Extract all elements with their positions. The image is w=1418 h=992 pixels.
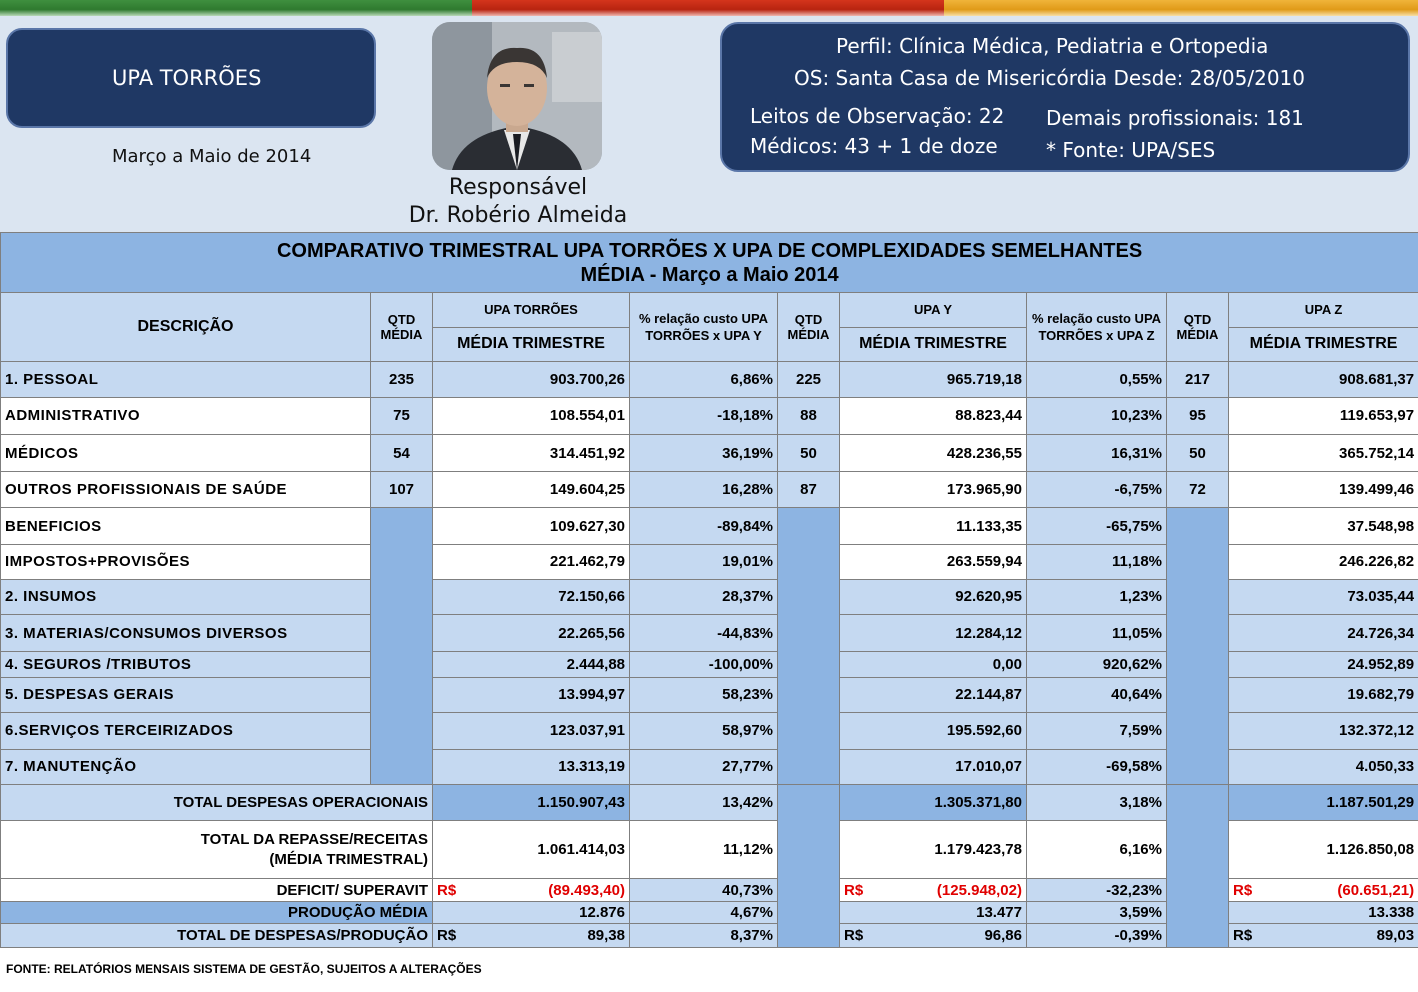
stripe-red: [472, 0, 944, 16]
unit-title: UPA TORRÕES: [112, 66, 262, 90]
table-row: 7. MANUTENÇÃO 13.313,19 27,77% 17.010,07 -69,58% 4.050,33: [1, 749, 1418, 784]
qtd-empty-z: [1167, 508, 1229, 784]
table-row: ADMINISTRATIVO 75 108.554,01 -18,18% 88 88.823,44 10,23% 95 119.653,97: [1, 397, 1418, 434]
unit-title-box: [6, 28, 376, 128]
info-box: [720, 22, 1410, 172]
desp-prod-row: TOTAL DE DESPESAS/PRODUÇÃO R$ 89,38 8,37% R$ 96,86 -0,39% R$ 89,03: [1, 923, 1418, 947]
deficit-row: DEFICIT/ SUPERAVIT R$ (89.493,40) 40,73% R$ (125.948,02) -32,23% R$ (60.651,21): [1, 879, 1418, 901]
period-label: Março a Maio de 2014: [112, 146, 312, 167]
responsible-caption: [380, 174, 656, 230]
table-row: 2. INSUMOS 72.150,66 28,37% 92.620,95 1,23% 73.035,44: [1, 579, 1418, 614]
header-qtd-y: QTD MÉDIA: [778, 293, 840, 361]
responsible-photo: [432, 22, 602, 170]
header-description: DESCRIÇÃO: [1, 293, 371, 361]
responsible-name: Dr. Robério Almeida: [408, 203, 628, 228]
header-rel-z: % relação custo UPA TORRÕES x UPA Z: [1027, 293, 1167, 361]
header-upa-y: UPA Y: [840, 293, 1027, 327]
header-upa-z: UPA Z: [1229, 293, 1418, 327]
table-row: 6.SERVIÇOS TERCEIRIZADOS 123.037,91 58,97% 195.592,60 7,59% 132.372,12: [1, 712, 1418, 749]
source-note-line: * Fonte: UPA/SES: [1046, 138, 1216, 162]
table-row: 3. MATERIAS/CONSUMOS DIVERSOS 22.265,56 -44,83% 12.284,12 11,05% 24.726,34: [1, 615, 1418, 652]
repasse-row: TOTAL DA REPASSE/RECEITAS (MÉDIA TRIMESTRAL) 1.061.414,03 11,12% 1.179.423,78 6,16% 1.126.850,08: [1, 821, 1418, 879]
table-row: 1. PESSOAL 235 903.700,26 6,86% 225 965.719,18 0,55% 217 908.681,37: [1, 361, 1418, 397]
table-row: MÉDICOS 54 314.451,92 36,19% 50 428.236,55 16,31% 50 365.752,14: [1, 435, 1418, 472]
header-rel-y: % relação custo UPA TORRÕES x UPA Y: [630, 293, 778, 361]
table-row: 5. DESPESAS GERAIS 13.994,97 58,23% 22.144,87 40,64% 19.682,79: [1, 678, 1418, 712]
table-title-line2: MÉDIA - Março a Maio 2014: [580, 263, 839, 286]
doctors-line: Médicos: 43 + 1 de doze: [750, 134, 998, 158]
table-row: BENEFICIOS 109.627,30 -89,84% 11.133,35 -65,75% 37.548,98: [1, 508, 1418, 544]
table-title: [1, 233, 1418, 293]
stripe-green: [0, 0, 472, 16]
responsible-label: Responsável: [448, 175, 588, 200]
other-staff-line: Demais profissionais: 181: [1046, 106, 1304, 130]
table-row: OUTROS PROFISSIONAIS DE SAÚDE 107 149.604,25 16,28% 87 173.965,90 -6,75% 72 139.499,46: [1, 472, 1418, 508]
top-color-stripe: [0, 0, 1418, 16]
profile-line: Perfil: Clínica Médica, Pediatria e Ortopedia: [836, 34, 1269, 58]
header-media-trim-torroes: MÉDIA TRIMESTRE: [433, 327, 630, 361]
table-title-line1: COMPARATIVO TRIMESTRAL UPA TORRÕES X UPA DE COMPLEXIDADES SEMELHANTES: [276, 239, 1143, 262]
table-row: IMPOSTOS+PROVISÕES 221.462,79 19,01% 263.559,94 11,18% 246.226,82: [1, 544, 1418, 579]
totals-empty-y: [778, 784, 840, 947]
qtd-empty-y: [778, 508, 840, 784]
producao-row: PRODUÇÃO MÉDIA 12.876 4,67% 13.477 3,59% 13.338: [1, 901, 1418, 923]
header-media-trim-y: MÉDIA TRIMESTRE: [840, 327, 1027, 361]
totals-empty-z: [1167, 784, 1229, 947]
stripe-yellow: [944, 0, 1418, 16]
header-qtd-z: QTD MÉDIA: [1167, 293, 1229, 361]
beds-line: Leitos de Observação: 22: [750, 104, 1005, 128]
qtd-empty-torroes: [371, 508, 433, 784]
footer-source: FONTE: RELATÓRIOS MENSAIS SISTEMA DE GESTÃO, SUJEITOS A ALTERAÇÕES: [6, 962, 482, 976]
header-upa-torroes: UPA TORRÕES: [433, 293, 630, 327]
header-media-trim-z: MÉDIA TRIMESTRE: [1229, 327, 1418, 361]
total-op-row: TOTAL DESPESAS OPERACIONAIS 1.150.907,43 13,42% 1.305.371,80 3,18% 1.187.501,29: [1, 784, 1418, 820]
table-row: 4. SEGUROS /TRIBUTOS 2.444,88 -100,00% 0,00 920,62% 24.952,89: [1, 652, 1418, 678]
os-line: OS: Santa Casa de Misericórdia Desde: 28/05/2010: [794, 66, 1306, 90]
comparison-table: [0, 232, 1418, 948]
header-qtd-torroes: QTD MÉDIA: [371, 293, 433, 361]
